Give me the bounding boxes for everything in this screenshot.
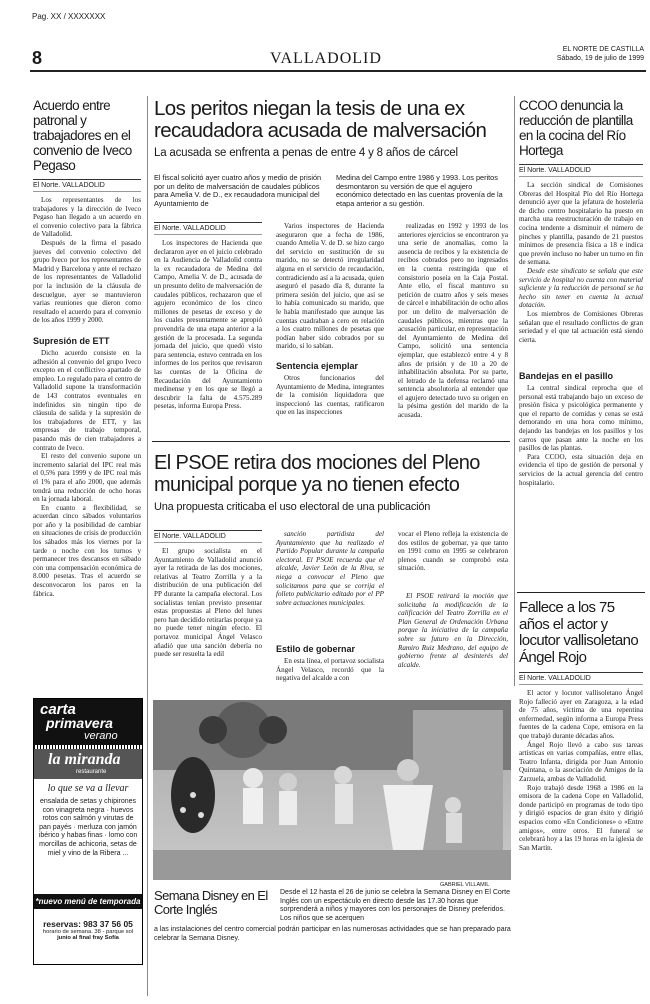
left-p2: Después de la firma el pasado jueves del convenio colectivo del grupo Iveco por los representantes de Madrid y Barcelona y ante el rechazo de los representantes de Valladolid por la inclusión de la cláusula de descuelgue, ayer se mantuvieron varias reuniones que dieron como resultado el acuerdo para el convenio de los años 1999 y 2000.: [33, 238, 141, 325]
ccoo-p3: Los miembros de Comisiones Obreras señalan que el resultado conflictos de gran seriedad y el que tal actuación está siendo cierta.: [519, 309, 643, 344]
ad-restaurant-logo: [34, 749, 142, 779]
ad-brand-3: verano: [84, 730, 118, 742]
ccoo-p5: Para CCOO, esta situación deja en evidencia el tipo de gestión de personal y servicios de la actual gerencia del centro hospitalario.: [519, 452, 643, 487]
ccoo-article: [519, 98, 643, 526]
left-article: [33, 98, 141, 653]
psoe-col-1: El grupo socialista en el Ayuntamiento de Valladolid anunció ayer la retirada de las dos mociones, relativas al Teatro Zorrilla y a la distribución de una publicación del PP durante la campaña electoral. Los socialistas tenían previsto presentar estas propuestas al Pleno del lunes pero han decidido retirarlas porque ya no puede tener ningún efecto. El portavoz municipal Ángel Velasco añadió que una sanción debería no puede ser resuelta la edil: [154, 547, 262, 659]
paper-name: EL NORTE DE CASTILLA: [562, 46, 644, 53]
fallece-p3: Rojo trabajó desde 1968 a 1986 en la emisora de la cadena Cope en Valladolid, donde participó en programas de todo tipo y dirigió espacios de gran éxito y dirigió espacios como «En Condiciones» o «Entre amigos», entre otros. El funeral se celebrará hoy a las 19 horas en la iglesia de San Martín.: [519, 783, 643, 852]
psoe-col-3: vocar el Pleno refleja la existencia de dos estilos de gobernar, ya que tanto en 1991 como en 1995 se celebraron plenos cuando se comprobó esta situación.: [398, 530, 508, 573]
left-subhead: Supresión de ETT: [33, 336, 110, 346]
left-body-1: [33, 196, 141, 328]
ccoo-body-2: [519, 384, 643, 526]
ccoo-p1: La sección sindical de Comisiones Obreras del Hospital Pío del Río Hortega denunció ayer que la jefatura de hostelería de dicho centro hospitalario ha puesto en marcha una reestructuración de trabajo en cocina tendente a disminuir el número de pinches y plantilla, pasando de 21 puestos mínimos de presencia física a 18 e indica que prevén incluso no haber un turno en fin de semana.: [519, 181, 643, 267]
left-p3: Dicho acuerdo consiste en la adhesión al convenio del grupo Iveco excepto en el conflictivo apartado de empleo. Lo regulado para el centro de Valladolid supone la transformación de 143 contratos eventuales en indefinidos sin ningún tipo de cláusula de salida y la supresión de los trabajadores de ETT, y las empresas de trabajo temporal, pasando más de cien trabajadores a contrato de Iveco.: [33, 349, 141, 452]
photo-caption-b: a las instalaciones del centro comercial podrán participar en las numerosas actividades que se han preparado para celebrar la Semana Disney.: [154, 926, 511, 942]
page-number: 8: [32, 48, 43, 68]
ad-address: horario de semana. 38 - parque sol: [42, 929, 134, 935]
left-byline: El Norte. VALLADOLID: [33, 179, 141, 192]
psoe-headline: El PSOE retira dos mociones del Pleno municipal porque ya no tienen efecto: [154, 452, 480, 496]
section-title: VALLADOLID: [270, 50, 382, 67]
psoe-byline: El Norte. VALLADOLID: [154, 530, 262, 543]
ccoo-byline: El Norte. VALLADOLID: [519, 164, 643, 177]
disney-photo: [153, 700, 511, 880]
left-p1: Los representantes de los trabajadores y la dirección de Iveco Pegaso han llegado a un acuerdo en el convenio colectivo para la fábrica de Valladolid.: [33, 196, 141, 239]
left-body-2: [33, 349, 141, 653]
peritos-byline: El Norte. VALLADOLID: [154, 222, 262, 235]
photo-scene: [153, 700, 511, 880]
ad-menu: ensalada de setas y chipirones con vinagreta negra · huevos rotos con salmón y virutas de pan payés · merluza con jamón ibérico y habas finas · lomo con morcillas de achicoria, setas de miel y vino de la Ribera ...: [38, 798, 138, 857]
peritos-subhead: Sentencia ejemplar: [276, 361, 359, 371]
ad-banner: [34, 699, 142, 745]
ad-restaurant-sub: restaurante: [76, 769, 107, 775]
peritos-col-3: realizadas en 1992 y 1993 de los anteriores ejercicios se encontraron ya una serie de anomalías, como la ausencia de recibos y la existencia de recibos cobrados pero no ingresados en la cuenta restringida que el consistorio poseía en la Caja Postal. Ante ello, el fiscal mantuvo su petición de cuatro años y seis meses de cárcel e inhabilitación de ocho años por un delito de malversación de caudales públicos, mientras que la acusación particular, en representación del Ayuntamiento de Medina del Campo, solicitó una sentencia ejemplar, que establezcó entre 4 y 8 años de prisión y de 10 a 20 de inhabilitación absoluta. Por su parte, el letrado de la defensa reclamó una sentencia absolutoria al entender que el agujero detectado tuvo su origen en la pésima gestión del marido de la acusada.: [398, 222, 509, 420]
ccoo-body-1: [519, 181, 643, 365]
peritos-subtitle: La acusada se enfrenta a penas de entre 4 y 8 años de cárcel: [154, 147, 458, 159]
peritos-col-2b: Otros funcionarios del Ayuntamiento de Medina, integrantes de la comisión liquidadora que inspeccionó las cuentas, ratificaron que en las inspecciones: [276, 374, 384, 417]
psoe-article: [154, 452, 508, 683]
fallece-body: [519, 689, 643, 957]
fallece-byline: El Norte. VALLADOLID: [519, 672, 643, 685]
peritos-article: [154, 97, 509, 420]
photo-caption-title: Semana Disney en El Corte Inglés: [154, 888, 268, 917]
peritos-headline: Los peritos niegan la tesis de una ex recaudadora acusada de malversación: [154, 97, 487, 142]
ad-brand-1: carta: [40, 701, 76, 718]
psoe-subtitle: Una propuesta criticaba el uso electoral de una publicación: [154, 501, 431, 513]
fallece-article: [519, 600, 643, 957]
psoe-col-3b: El PSOE retirará la moción que solicitaba la modificación de la calificación del Teatro Zorrilla en el Plan General de Ordenación Urbana porque la iniciativa de la campaña sobre su futuro en la Dirección, Ramiro Ruiz Medrano, del equipo de gobierno frente al desinterés del alcalde.: [398, 592, 508, 669]
peritos-lead-a: El fiscal solicitó ayer cuatro años y medio de prisión por un delito de malversación de caudales públicos para Amelia V. de D., ex recaudadora municipal del Ayuntamiento de: [154, 173, 322, 208]
ad-address-2: junio al final fray Sofía: [57, 935, 119, 941]
psoe-col-2b: En esta línea, el portavoz socialista Ángel Velasco, recordó que la negativa del alcalde a con: [276, 657, 384, 683]
ad-slogan: lo que se va a llevar: [47, 783, 129, 794]
left-p4: El resto del convenio supone un incremento salarial del IPC real más el 0,5% para 1999 y de IPC real más el 1% para el año 2000, que además tendrá una reducción de ocho horas en la jornada laboral.: [33, 452, 141, 504]
fallece-p1: El actor y locutor vallisoletano Ángel Rojo falleció ayer en Zaragoza, a la edad de 75 años, víctima de una repentina enfermedad, según informa a Europa Press fuentes de la cadena Cope, emisora en la que trabajó durante décadas años.: [519, 689, 643, 740]
ccoo-p4: La central sindical reprocha que el personal está trabajando bajo un exceso de presión física y psicológica permanente y que el reparto de comidas y cenas se está demorando en una hora como mínimo, dejando las bandejas en los pasillos y los carros que pasan ante la noche en los pasillos de las plantas.: [519, 384, 643, 453]
psoe-col-2: sanción partidista del Ayuntamiento que ha realizado el Partido Popular durante la campaña electoral. El PSOE recuerda que el alcalde, Javier León de la Riva, se niega a convocar el Pleno que solicitamos para que se corrija el folleto publicitario editado por el PP sobre actuaciones municipales.: [276, 530, 384, 607]
peritos-col-1: Los inspectores de Hacienda que declararon ayer en el juicio celebrado en la Audiencia de Valladolid contra la ex recaudadora de Medina del Campo, Amelia V. de D., acusada de un presunto delito de malversación de caudales públicos, rechazaron que el agujero económico de los cinco millones de pesetas de exceso y de los cuales presuntamente se apropió provendría de una etapa anterior a la gestión de la procesada. La segunda jornada del juicio, que quedó visto para sentencia, estuvo centrada en los informes de los peritos que revisaron las cuentas de la Oficina de Recaudación del Ayuntamiento medinense y en los que se llegó a descubrir la falta de 4.575.289 pesetas, informa Europa Press.: [154, 239, 262, 411]
page-label: Pag. XX / XXXXXXX: [32, 12, 106, 21]
fallece-p2: Ángel Rojo llevó a cabo sus tareas artísticas en varias compañías, entre ellas, Teatro Infanta, dirigida por Juan Antonio Quintana, o la asociación de Amigos de la Zarzuela, ambas de Valladolid.: [519, 740, 643, 783]
ccoo-subhead: Bandejas en el pasillo: [519, 371, 614, 381]
ccoo-p2: Desde este sindicato se señala que este servicio de hospital no cuenta con material suficiente y la reducción de personal se ha hecho sin tener en cuenta la actual dotación.: [519, 266, 643, 310]
photo-credit: GABRIEL VILLAMIL: [440, 882, 490, 888]
fallece-headline: Fallece a los 75 años el actor y locutor vallisoletano Ángel Rojo: [519, 599, 639, 666]
left-headline: Acuerdo entre patronal y trabajadores en el convenio de Iveco Pegaso: [33, 98, 132, 173]
ad-brand-2: primavera: [46, 715, 113, 731]
ad-phone: reservas: 983 37 56 05: [43, 919, 133, 929]
photo-caption-a: Desde el 12 hasta el 26 de junio se celebra la Semana Disney en El Corte Inglés con un espectáculo en directo desde las 17.30 horas que sorprenderá a niños y mayores con los personajes de Disney preferidos. Los niños que se acerquen: [280, 889, 510, 922]
ad-restaurant-name: la miranda: [48, 751, 121, 768]
peritos-col-2: Varios inspectores de Hacienda aseguraron que a fecha de 1986, cuando Amelia V. de D. se hizo cargo del servicio en sustitución de su marido, no se detectó irregularidad alguna en el servicio de recaudación, contradiciendo así a la acusada, quien aseguró el pasado día 8, durante la primera sesión del juicio, que así se lo había comunicado su marido, que le había manifestado que aunque las cuentas cuadraban a cero en relación a los cuatro millones de pesetas que podían haber sido cobrados por su marido, sí lo sabían.: [276, 222, 384, 351]
restaurant-ad: [33, 698, 143, 965]
ccoo-headline: CCOO denuncia la reducción de plantilla en la cocina del Río Hortega: [519, 98, 633, 158]
masthead: [30, 46, 646, 68]
psoe-subhead: Estilo de gobernar: [276, 644, 356, 654]
peritos-lead-b: Medina del Campo entre 1986 y 1993. Los peritos desmontaron su versión de que el agujero económico detectado en las cuentas provenía de la etapa anterior a su gestión.: [336, 173, 503, 208]
ad-offer: *nuevo menú de temporada: [34, 894, 142, 909]
issue-date: Sábado, 19 de julio de 1999: [556, 55, 644, 62]
left-p5: En cuanto a flexibilidad, se acuerdan cinco sábados voluntarios por año y la posibilidad de cambiar en situaciones de crisis de producción los sábados más los viernes por la tarde o noche con los turnos y permanecer tres descansos en sábado con una compensación económica de 8.000 pesetas. Tras el acuerdo se desconvocaron los paros en la fábrica.: [33, 503, 141, 598]
